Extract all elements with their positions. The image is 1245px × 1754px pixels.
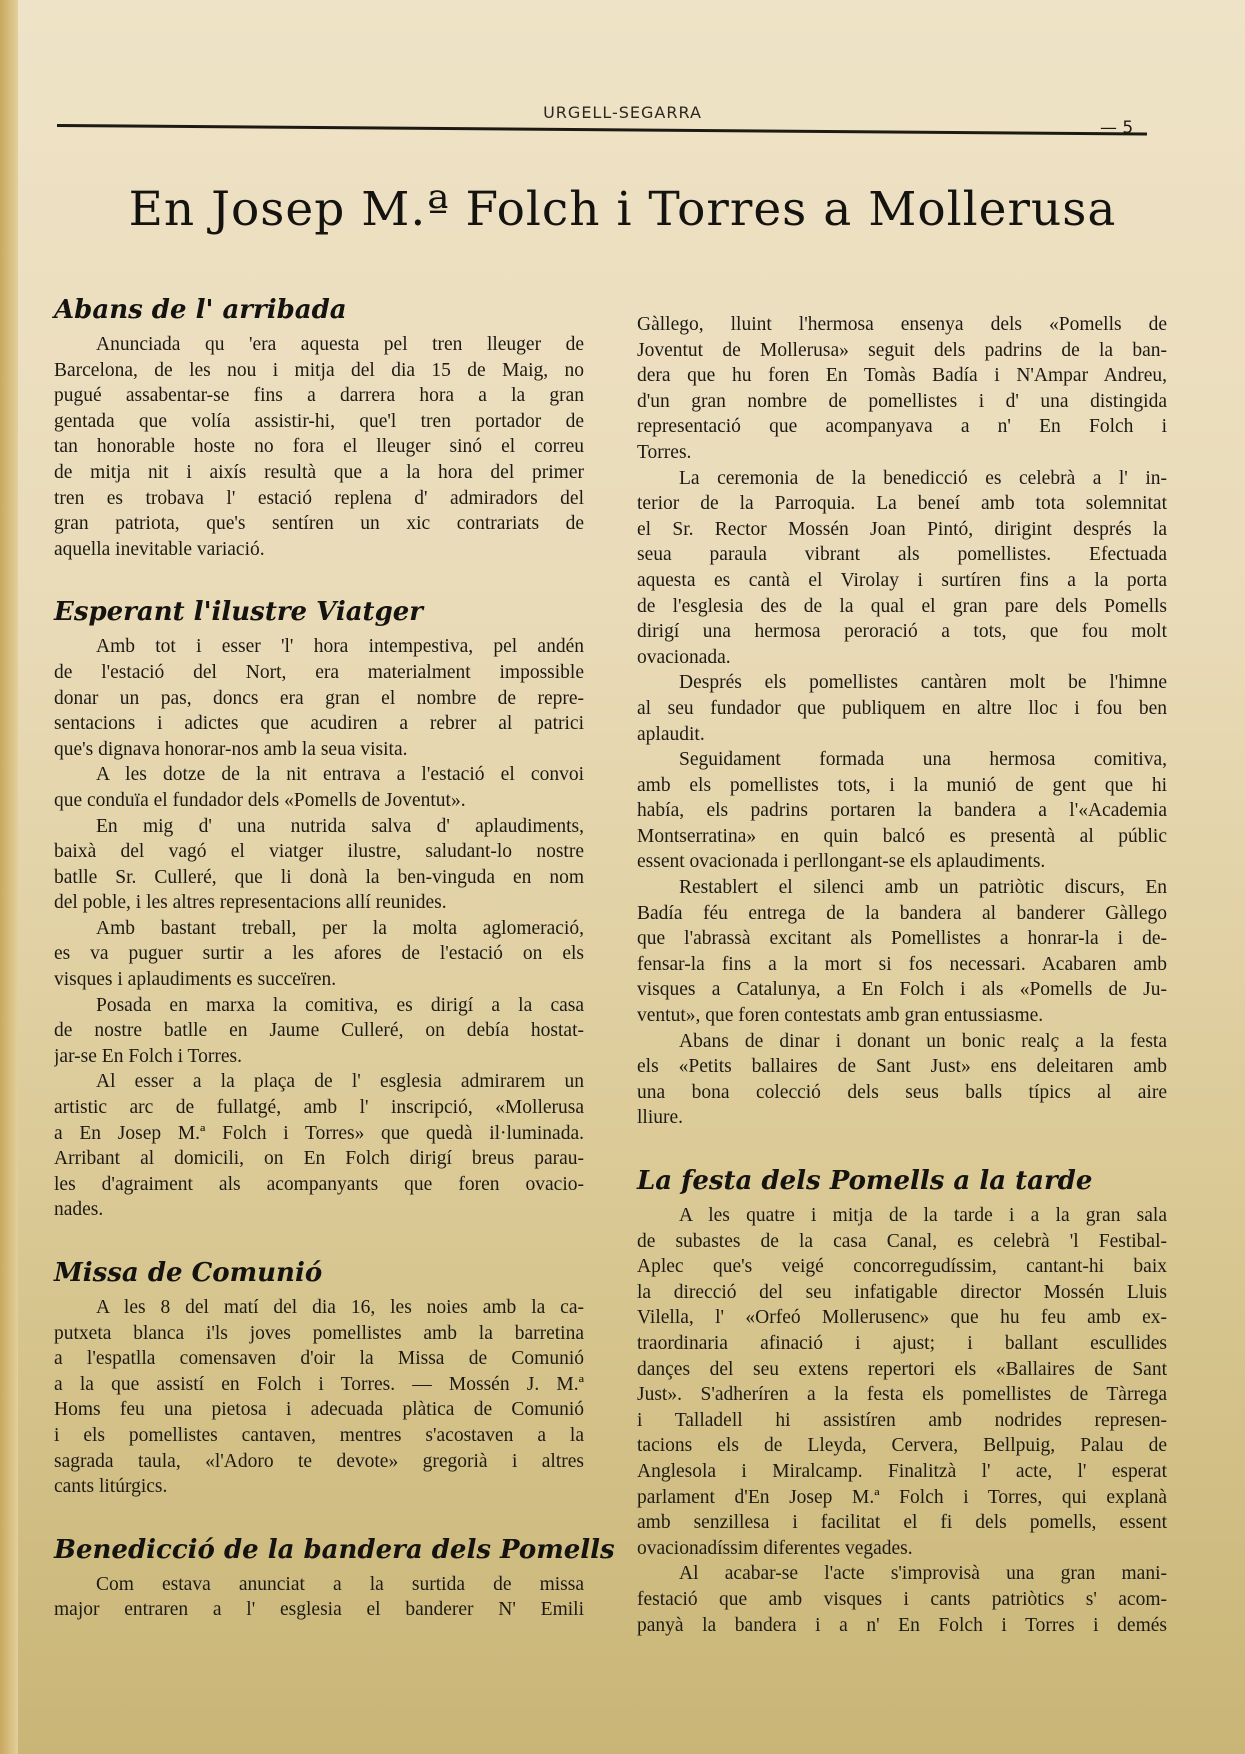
text-line: A les quatre i mitja de la tarde i a la gran sala (679, 1205, 1167, 1226)
text-line: visques a Catalunya, a En Folch i als «Pomells de Ju- (637, 979, 1167, 1001)
text-line: Torres. (637, 441, 692, 463)
text-line: visques i aplaudiments es succeïren. (54, 969, 337, 991)
text-line: a l'espatlla comensaven d'oir la Missa de Comunió (54, 1348, 584, 1370)
text-line: el Sr. Rector Mossén Joan Pintó, dirigint després la (637, 518, 1167, 540)
text-line: Montserratina» en quin balcó es presentà al públic (637, 825, 1167, 847)
text-line: major entraren a l' esglesia el banderer N' Emili (54, 1599, 584, 1621)
text-line: tren es trobava l' estació replena d' admiradors del (54, 487, 584, 509)
text-line: Badía féu entrega de la bandera al banderer Gàllego (637, 902, 1167, 924)
text-line: Seguidament formada una hermosa comitiva, (679, 749, 1167, 771)
running-head: URGELL-SEGARRA (543, 103, 702, 122)
header-rule (57, 124, 1147, 136)
text-line: dançes del seu extens repertori els «Ballaires de Sant (637, 1358, 1167, 1380)
text-line: una bona colecció dels seus balls típics al aire (637, 1081, 1167, 1103)
section-heading: Abans de l' arribada (54, 295, 347, 325)
section-gap (54, 562, 584, 596)
text-line: de l'estació del Nort, era materialment impossible (54, 661, 584, 683)
text-line: a la que assistí en Folch i Torres. — Mossén J. M.ª (54, 1373, 584, 1395)
text-line: del poble, i les altres representacions allí reunides. (54, 892, 447, 914)
section-gap (54, 1223, 584, 1257)
text-line: donar un pas, doncs era gran el nombre de repre- (54, 687, 584, 709)
text-line: Com estava anunciat a la surtida de missa (96, 1573, 584, 1595)
text-line: panyà la bandera i a n' En Folch i Torres i demés (637, 1614, 1167, 1636)
text-line: fensar-la fins a la mort si fos necessari. Acabaren amb (637, 953, 1167, 975)
text-line: En mig d' una nutrida salva d' aplaudiments, (96, 815, 584, 837)
text-line: de subastes de la casa Canal, es celebrà 'l Festibal- (637, 1230, 1167, 1252)
text-line: les d'agraiment als acompanyants que foren ovacio- (54, 1173, 584, 1195)
text-line: que's dignava honorar-nos amb la seua visita. (54, 738, 408, 760)
text-line: Anglesola i Miralcamp. Finalitzà l' acte, l' esperat (637, 1460, 1167, 1482)
text-line: tan honorable hoste no fora el lleuger sinó el correu (54, 436, 584, 458)
text-line: aquella inevitable variació. (54, 538, 265, 560)
text-line: Amb tot i esser 'l' hora intempestiva, pel andén (96, 636, 584, 658)
section-gap (637, 1131, 1167, 1165)
text-line: Posada en marxa la comitiva, es dirigí a la casa (96, 994, 584, 1016)
text-line: pugué assabentar-se fins a darrera hora a la gran (54, 385, 584, 407)
text-line: de mitja nit i aixís resultà que a la hora del primer (54, 461, 584, 483)
section-heading: La festa dels Pomells a la tarde (637, 1166, 1093, 1196)
text-line: Arribant al domicili, on En Folch dirigí breus parau- (54, 1148, 584, 1170)
text-line: había, els padrins portaren la bandera a l'«Academia (637, 800, 1167, 822)
text-line: aplaudit. (637, 723, 705, 745)
text-line: Vilella, l' «Orfeó Mollerusenc» que hu feu amb ex- (637, 1307, 1167, 1329)
text-line: que conduïa el fundador dels «Pomells de Joventut». (54, 789, 466, 811)
text-line: al seu fundador que publiquem en altre lloc i fou ben (637, 697, 1167, 719)
text-line: d'un gran nombre de pomellistes i d' una distingida (637, 390, 1167, 412)
text-line: de nostre batlle en Jaume Culleré, on debía hostat- (54, 1020, 584, 1042)
text-line: putxeta blanca i'ls joves pomellistes amb la barretina (54, 1322, 584, 1344)
left-column (54, 294, 615, 1623)
article-title: En Josep M.ª Folch i Torres a Mollerusa (128, 182, 1117, 237)
text-line: representació que acompanyava a n' En Folch i (637, 416, 1167, 438)
text-line: gran patriota, que's sentíren un xic contrariats de (54, 513, 584, 535)
text-line: lliure. (637, 1107, 684, 1129)
text-line: i Talladell hi assistíren amb nodrides represen- (637, 1409, 1167, 1431)
text-line: amb senzillesa i facilitat el fi dels pomells, essent (637, 1512, 1167, 1534)
text-line: festació que amb visques i cants patriòtics s' acom- (637, 1588, 1167, 1610)
text-line: seua paraula vibrant als pomellistes. Efectuada (637, 544, 1167, 566)
text-line: batlle Sr. Culleré, que li donà la ben-vinguda en nom (54, 866, 584, 888)
section-heading: Missa de Comunió (54, 1258, 323, 1288)
text-line: Restablert el silenci amb un patriòtic discurs, En (679, 877, 1167, 899)
text-line: Al acabar-se l'acte s'improvisà una gran mani- (679, 1563, 1167, 1585)
section-heading: Benedicció de la bandera dels Pomells (54, 1534, 615, 1565)
text-line: es va puguer surtir a les afores de l'estació on els (54, 943, 584, 965)
right-column (637, 312, 1167, 1638)
text-line: Amb bastant treball, per la molta aglomeració, (96, 917, 584, 939)
page-number: — 5 (1100, 118, 1134, 138)
text-line: La ceremonia de la benedicció es celebrà a l' in- (679, 467, 1167, 489)
text-line: Anunciada qu 'era aquesta pel tren lleuger de (96, 334, 584, 355)
text-line: cants litúrgics. (54, 1476, 168, 1498)
text-line: Abans de dinar i donant un bonic realç a la festa (679, 1030, 1167, 1052)
text-line: dera que hu foren En Tomàs Badía i N'Ampar Andreu, (637, 365, 1167, 387)
text-line: Barcelona, de les nou i mitja del dia 15 de Maig, no (54, 359, 584, 381)
text-line: els «Petits ballaires de Sant Just» ens deleitaren amb (637, 1056, 1167, 1078)
text-line: Just». S'adheríren a la festa els pomellistes de Tàrrega (637, 1384, 1167, 1406)
text-line: Homs feu una pietosa i adecuada plàtica de Comunió (54, 1399, 584, 1421)
text-line: terior de la Parroquia. La beneí amb tota solemnitat (637, 493, 1167, 515)
text-line: baixà del vagó el viatger ilustre, saludant-lo nostre (54, 841, 584, 863)
text-line: dirigí una hermosa peroració a tots, que fou molt (637, 621, 1167, 643)
text-line: ventut», que foren contestats amb gran entussiasme. (637, 1005, 1044, 1027)
text-line: essent ovacionada i perllongant-se els aplaudiments. (637, 851, 1046, 873)
text-line: Al esser a la plaça de l' esglesia admirarem un (96, 1071, 584, 1093)
text-line: traordinaria afinació i ajust; i ballant escullides (637, 1332, 1167, 1354)
text-line: A les dotze de la nit entrava a l'estació el convoi (96, 764, 584, 786)
text-line: ovacionadíssim diferentes vegades. (637, 1537, 913, 1559)
text-line: Després els pomellistes cantàren molt be l'himne (679, 672, 1167, 694)
text-line: Gàllego, lluint l'hermosa ensenya dels «Pomells de (637, 314, 1167, 335)
text-line: Joventut de Mollerusa» seguit dels padrins de la ban- (637, 339, 1167, 361)
text-line: nades. (54, 1199, 104, 1221)
text-line: tacions els de Lleyda, Cervera, Bellpuig, Palau de (637, 1435, 1167, 1457)
text-line: sagrada taula, «l'Adoro te devote» gregorià i altres (54, 1450, 584, 1472)
text-line: amb els pomellistes tots, i la munió de gent que hi (637, 774, 1167, 796)
text-line: a En Josep M.ª Folch i Torres» que quedà il·luminada. (54, 1122, 584, 1144)
section-gap (54, 1500, 584, 1534)
text-line: que l'abrassà excitant als Pomellistes a honrar-la i de- (637, 928, 1167, 950)
text-line: aquesta es cantà el Virolay i surtíren fins a la porta (637, 569, 1167, 591)
text-line: A les 8 del matí del dia 16, les noies amb la ca- (96, 1297, 584, 1318)
text-line: gentada que volía assistir-hi, que'l tren portador de (54, 410, 584, 432)
text-line: jar-se En Folch i Torres. (54, 1045, 242, 1067)
text-line: ovacionada. (637, 646, 731, 668)
text-line: sentacions i adictes que acudiren a rebrer al patrici (54, 713, 584, 735)
text-line: parlament d'En Josep M.ª Folch i Torres, qui explanà (637, 1486, 1167, 1508)
text-line: la direcció del seu infatigable director Mossén Lluis (637, 1281, 1167, 1303)
text-line: artistic arc de fullatgé, amb l' inscripció, «Mollerusa (54, 1097, 584, 1119)
text-line: i els pomellistes cantaven, mentres s'acostaven a la (54, 1424, 584, 1446)
text-line: de l'esglesia des de la qual el gran pare dels Pomells (637, 595, 1167, 617)
page-binding-edge (0, 0, 18, 1754)
section-heading: Esperant l'ilustre Viatger (54, 597, 423, 628)
text-line: Aplec que's veigé concorregudíssim, cantant-hi baix (637, 1256, 1167, 1278)
